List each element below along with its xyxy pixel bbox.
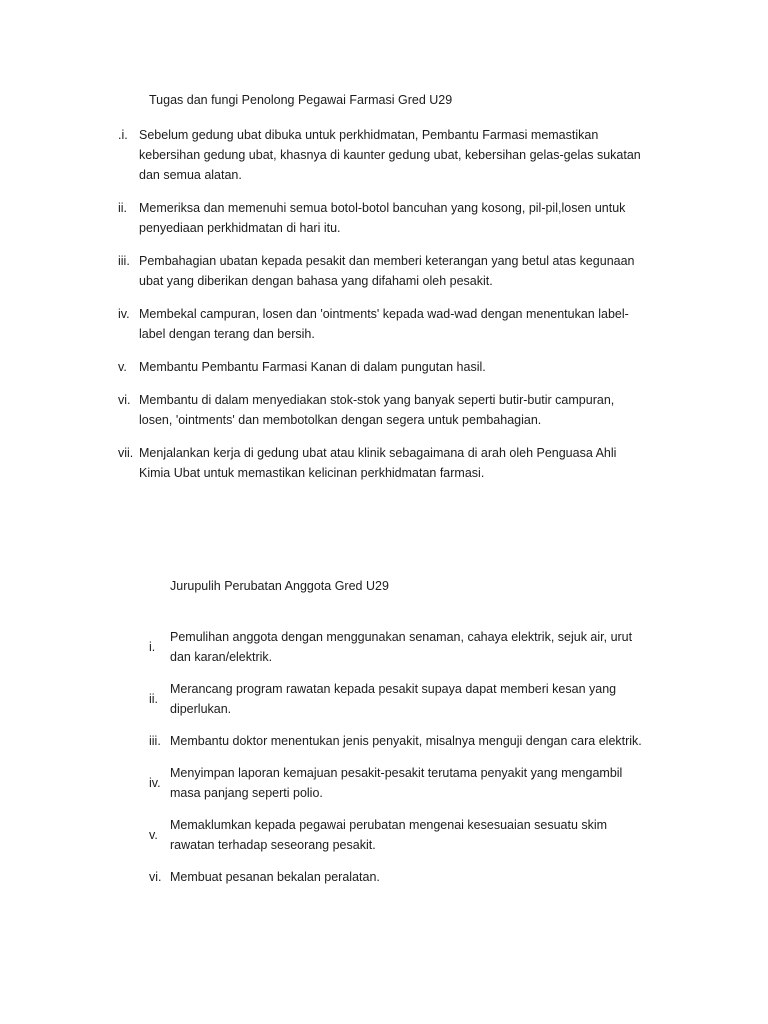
list-item: [149, 815, 649, 855]
item-text: Membekal campuran, losen dan 'ointments' kepada wad-wad dengan menentukan label-label dengan terang dan bersih.: [139, 307, 629, 341]
item-text: Pembahagian ubatan kepada pesakit dan memberi keterangan yang betul atas kegunaan ubat yang diberikan dengan bahasa yang difahami oleh pesakit.: [139, 254, 635, 288]
item-number: .i.: [118, 128, 128, 142]
item-number: vi.: [118, 393, 131, 407]
duties-list: [149, 627, 649, 887]
list-item: [118, 357, 648, 377]
list-item: [118, 251, 648, 291]
list-item: [118, 443, 648, 483]
list-item: [149, 867, 649, 887]
section-title: Tugas dan fungi Penolong Pegawai Farmasi Gred U29: [149, 93, 453, 107]
item-text: Pemulihan anggota dengan menggunakan senaman, cahaya elektrik, sejuk air, urut dan karan/elektrik.: [170, 630, 633, 664]
item-text: Membuat pesanan bekalan peralatan.: [170, 870, 380, 884]
item-text: Membantu di dalam menyediakan stok-stok yang banyak seperti butir-butir campuran, losen, 'ointments' dan membotolkan dengan segera untuk pembahagian.: [139, 393, 615, 427]
list-item: [149, 627, 649, 667]
item-number: ii.: [149, 692, 159, 706]
item-text: Menyimpan laporan kemajuan pesakit-pesakit terutama penyakit yang mengambil masa panjang seperti polio.: [170, 766, 623, 800]
item-number: iv.: [149, 776, 161, 790]
duties-list: [118, 125, 648, 483]
list-item: [118, 304, 648, 344]
item-text: Menjalankan kerja di gedung ubat atau klinik sebagaimana di arah oleh Penguasa Ahli Kimia Ubat untuk memastikan kelicinan perkhidmatan farmasi.: [139, 446, 617, 480]
list-item: [149, 731, 649, 751]
list-item: [149, 763, 649, 803]
item-number: ii.: [118, 201, 128, 215]
list-item: [118, 390, 648, 430]
item-text: Memeriksa dan memenuhi semua botol-botol bancuhan yang kosong, pil-pil,losen untuk penyediaan perkhidmatan di hari itu.: [139, 201, 626, 235]
item-number: i.: [149, 640, 156, 654]
item-number: iv.: [118, 307, 130, 321]
item-number: iii.: [118, 254, 130, 268]
item-number: iii.: [149, 734, 161, 748]
list-item: [149, 679, 649, 719]
item-number: v.: [149, 828, 158, 842]
item-text: Membantu Pembantu Farmasi Kanan di dalam pungutan hasil.: [139, 360, 486, 374]
item-text: Memaklumkan kepada pegawai perubatan mengenai kesesuaian sesuatu skim rawatan terhadap seseorang pesakit.: [170, 818, 608, 852]
item-number: v.: [118, 360, 127, 374]
item-text: Merancang program rawatan kepada pesakit supaya dapat memberi kesan yang diperlukan.: [170, 682, 617, 716]
list-item: [118, 125, 648, 185]
item-number: vi.: [149, 870, 162, 884]
item-number: vii.: [118, 446, 134, 460]
item-text: Membantu doktor menentukan jenis penyakit, misalnya menguji dengan cara elektrik.: [170, 734, 642, 748]
section-title: Jurupulih Perubatan Anggota Gred U29: [170, 579, 389, 593]
item-text: Sebelum gedung ubat dibuka untuk perkhidmatan, Pembantu Farmasi memastikan kebersihan gedung ubat, khasnya di kaunter gedung ubat, kebersihan gelas-gelas sukatan dan semua alatan.: [139, 128, 641, 182]
list-item: [118, 198, 648, 238]
